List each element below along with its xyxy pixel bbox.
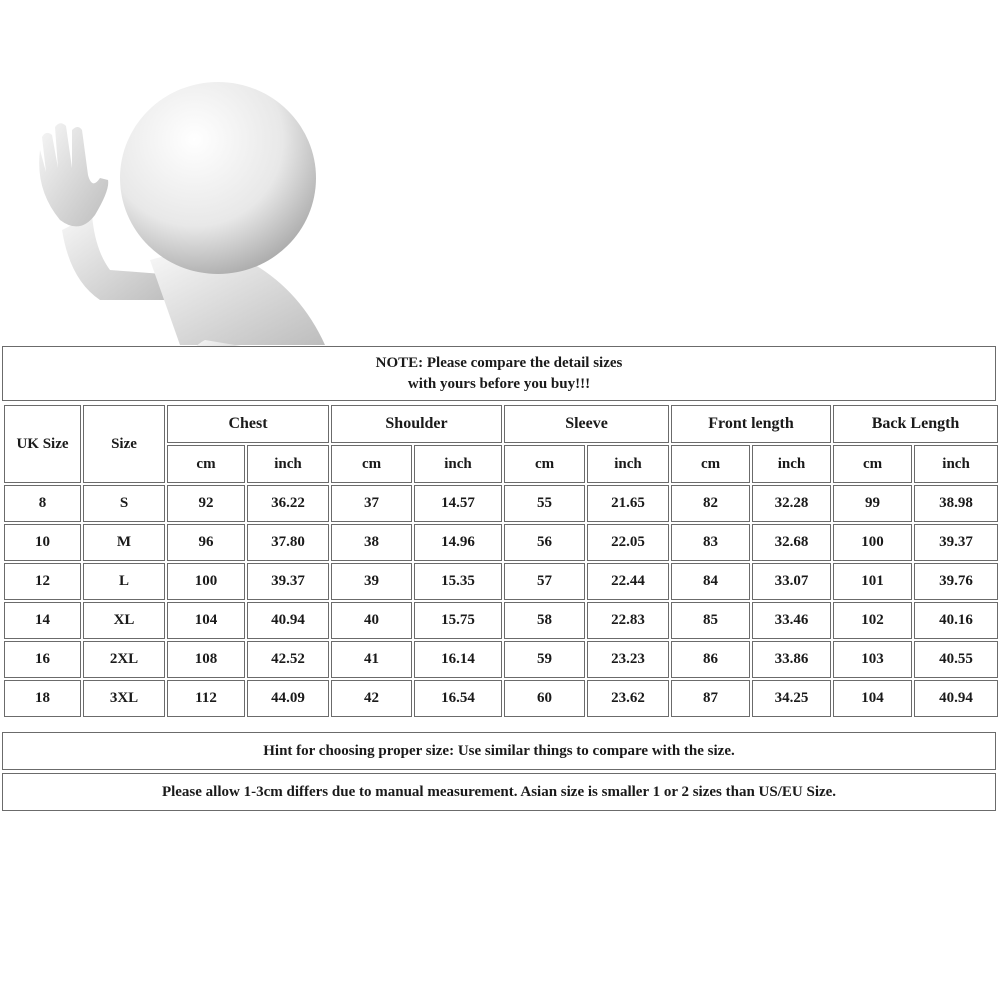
inch-value-cell: 33.07 <box>752 563 831 600</box>
inch-value-cell: 39.37 <box>247 563 329 600</box>
size-cell: M <box>83 524 165 561</box>
inch-value-cell: 15.75 <box>414 602 502 639</box>
unit-cm: cm <box>504 445 585 483</box>
inch-value-cell: 38.98 <box>914 485 998 522</box>
unit-cm: cm <box>671 445 750 483</box>
inch-value-cell: 32.28 <box>752 485 831 522</box>
uk-size-cell: 18 <box>4 680 81 717</box>
cm-value-cell: 56 <box>504 524 585 561</box>
inch-value-cell: 37.80 <box>247 524 329 561</box>
size-header: Size <box>83 405 165 483</box>
cm-value-cell: 104 <box>833 680 912 717</box>
uk-size-cell: 10 <box>4 524 81 561</box>
inch-value-cell: 14.96 <box>414 524 502 561</box>
shoulder-header: Shoulder <box>331 405 502 443</box>
waving-figure-illustration <box>0 0 360 400</box>
table-row <box>4 641 998 678</box>
cm-value-cell: 101 <box>833 563 912 600</box>
cm-value-cell: 41 <box>331 641 412 678</box>
cm-value-cell: 100 <box>833 524 912 561</box>
cm-value-cell: 102 <box>833 602 912 639</box>
inch-value-cell: 44.09 <box>247 680 329 717</box>
unit-cm: cm <box>167 445 245 483</box>
inch-value-cell: 23.23 <box>587 641 669 678</box>
unit-inch: inch <box>247 445 329 483</box>
cm-value-cell: 38 <box>331 524 412 561</box>
sleeve-header: Sleeve <box>504 405 669 443</box>
uk-size-cell: 12 <box>4 563 81 600</box>
size-chart-table <box>2 403 1000 719</box>
table-row <box>4 524 998 561</box>
cm-value-cell: 85 <box>671 602 750 639</box>
inch-value-cell: 36.22 <box>247 485 329 522</box>
inch-value-cell: 23.62 <box>587 680 669 717</box>
unit-inch: inch <box>914 445 998 483</box>
unit-inch: inch <box>587 445 669 483</box>
table-row <box>4 602 998 639</box>
size-cell: XL <box>83 602 165 639</box>
unit-inch: inch <box>414 445 502 483</box>
group-header-row <box>4 405 998 443</box>
front-length-header: Front length <box>671 405 831 443</box>
unit-cm: cm <box>331 445 412 483</box>
table-row <box>4 485 998 522</box>
cm-value-cell: 100 <box>167 563 245 600</box>
uk-size-cell: 16 <box>4 641 81 678</box>
back-length-header: Back Length <box>833 405 998 443</box>
uk-size-cell: 8 <box>4 485 81 522</box>
cm-value-cell: 37 <box>331 485 412 522</box>
cm-value-cell: 42 <box>331 680 412 717</box>
size-cell: L <box>83 563 165 600</box>
inch-value-cell: 15.35 <box>414 563 502 600</box>
cm-value-cell: 57 <box>504 563 585 600</box>
inch-value-cell: 33.86 <box>752 641 831 678</box>
inch-value-cell: 40.16 <box>914 602 998 639</box>
note-box <box>2 346 996 401</box>
inch-value-cell: 22.44 <box>587 563 669 600</box>
inch-value-cell: 21.65 <box>587 485 669 522</box>
inch-value-cell: 40.94 <box>914 680 998 717</box>
size-cell: 3XL <box>83 680 165 717</box>
cm-value-cell: 86 <box>671 641 750 678</box>
uk-size-cell: 14 <box>4 602 81 639</box>
cm-value-cell: 59 <box>504 641 585 678</box>
cm-value-cell: 103 <box>833 641 912 678</box>
inch-value-cell: 14.57 <box>414 485 502 522</box>
inch-value-cell: 39.76 <box>914 563 998 600</box>
inch-value-cell: 39.37 <box>914 524 998 561</box>
cm-value-cell: 40 <box>331 602 412 639</box>
cm-value-cell: 96 <box>167 524 245 561</box>
cm-value-cell: 104 <box>167 602 245 639</box>
cm-value-cell: 84 <box>671 563 750 600</box>
unit-cm: cm <box>833 445 912 483</box>
cm-value-cell: 60 <box>504 680 585 717</box>
cm-value-cell: 55 <box>504 485 585 522</box>
inch-value-cell: 42.52 <box>247 641 329 678</box>
inch-value-cell: 40.55 <box>914 641 998 678</box>
inch-value-cell: 40.94 <box>247 602 329 639</box>
note-line-2: with yours before you buy!!! <box>407 375 591 392</box>
cm-value-cell: 108 <box>167 641 245 678</box>
cm-value-cell: 112 <box>167 680 245 717</box>
inch-value-cell: 34.25 <box>752 680 831 717</box>
cm-value-cell: 58 <box>504 602 585 639</box>
table-row <box>4 563 998 600</box>
cm-value-cell: 87 <box>671 680 750 717</box>
measurement-disclaimer: Please allow 1-3cm differs due to manual measurement. Asian size is smaller 1 or 2 sizes than US/EU Size. <box>2 773 996 811</box>
size-cell: S <box>83 485 165 522</box>
inch-value-cell: 16.54 <box>414 680 502 717</box>
cm-value-cell: 99 <box>833 485 912 522</box>
cm-value-cell: 83 <box>671 524 750 561</box>
unit-inch: inch <box>752 445 831 483</box>
size-hint-text: Hint for choosing proper size: Use similar things to compare with the size. <box>2 732 996 770</box>
uk-size-header: UK Size <box>4 405 81 483</box>
inch-value-cell: 16.14 <box>414 641 502 678</box>
cm-value-cell: 39 <box>331 563 412 600</box>
cm-value-cell: 82 <box>671 485 750 522</box>
inch-value-cell: 32.68 <box>752 524 831 561</box>
chest-header: Chest <box>167 405 329 443</box>
cm-value-cell: 92 <box>167 485 245 522</box>
note-line-1: NOTE: Please compare the detail sizes <box>375 354 623 371</box>
inch-value-cell: 22.05 <box>587 524 669 561</box>
table-row <box>4 680 998 717</box>
size-table-body <box>4 485 998 717</box>
size-cell: 2XL <box>83 641 165 678</box>
inch-value-cell: 33.46 <box>752 602 831 639</box>
inch-value-cell: 22.83 <box>587 602 669 639</box>
